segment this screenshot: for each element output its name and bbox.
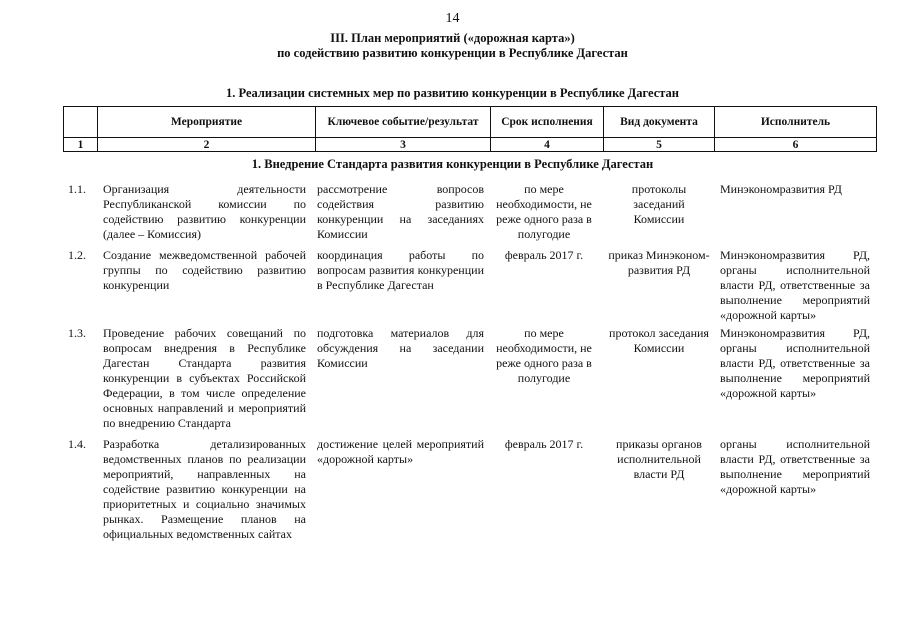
row-document: приказ Минэконом-развития РД <box>608 248 710 277</box>
col-header-executor: Исполнитель <box>715 107 877 138</box>
row-document: протоколы заседаний Комиссии <box>631 182 687 226</box>
row-document: приказы органов исполнительной власти РД <box>616 437 702 481</box>
col-number-1: 1 <box>64 138 98 152</box>
row-due: по мере необходимости, не реже одного раза в полугодие <box>496 326 592 385</box>
row-due: февраль 2017 г. <box>504 248 584 262</box>
row-executor: Минэкономразвития РД, органы исполнительной власти РД, ответственные за выполнение мероприятий «дорожной карты» <box>720 248 870 322</box>
row-executor: Минэкономразвития РД, органы исполнительной власти РД, ответственные за выполнение мероприятий «дорожной карты» <box>720 326 870 400</box>
col-number-3: 3 <box>316 138 491 152</box>
plan-table-header <box>63 106 877 152</box>
page-number: 14 <box>445 11 460 26</box>
row-executor: Минэкономразвития РД <box>720 182 842 196</box>
row-number: 1.4. <box>68 437 86 451</box>
row-document: протокол заседания Комиссии <box>609 326 709 355</box>
row-executor: органы исполнительной власти РД, ответственные за выполнение мероприятий «дорожной карты» <box>720 437 870 496</box>
col-header-document: Вид документа <box>604 107 715 138</box>
section-heading: 1. Внедрение Стандарта развития конкуренции в Республике Дагестан <box>251 157 654 171</box>
col-number-6: 6 <box>715 138 877 152</box>
row-number: 1.3. <box>68 326 86 340</box>
row-activity: Разработка детализированных ведомственных планов по реализации мероприятий, направленных на содействие развитию конкуренции на приоритетных и социально значимых рынках. Размещение планов на официальных ведомственных сайтах <box>103 437 306 541</box>
row-due: по мере необходимости, не реже одного раза в полугодие <box>496 182 592 241</box>
col-header-event: Ключевое событие/результат <box>316 107 491 138</box>
col-number-4: 4 <box>491 138 604 152</box>
row-event: подготовка материалов для обсуждения на заседании Комиссии <box>317 326 484 370</box>
row-number: 1.2. <box>68 248 86 262</box>
row-activity: Проведение рабочих совещаний по вопросам внедрения в Республике Дагестан Стандарта развития конкуренции в субъектах Российской Федерации, в том числе определение основных направлений и мероприятий по внедрению Стандарта <box>103 326 306 430</box>
col-header-activity: Мероприятие <box>98 107 316 138</box>
row-event: рассмотрение вопросов содействия развитию конкуренции на заседаниях Комиссии <box>317 182 484 241</box>
row-activity: Организация деятельности Республиканской комиссии по содействию развитию конкуренции (далее – Комиссия) <box>103 182 306 241</box>
section-subtitle: 1. Реализации системных мер по развитию конкуренции в Республике Дагестан <box>225 86 679 100</box>
title-line-1: III. План мероприятий («дорожная карта») <box>330 31 575 45</box>
col-header-index <box>64 107 98 138</box>
row-event: достижение целей мероприятий «дорожной карты» <box>317 437 484 466</box>
row-activity: Создание межведомственной рабочей группы по содействию развитию конкуренции <box>103 248 306 292</box>
page-title <box>0 31 905 61</box>
col-number-2: 2 <box>98 138 316 152</box>
col-header-due: Срок исполнения <box>491 107 604 138</box>
title-line-2: по содействию развитию конкуренции в Республике Дагестан <box>277 46 628 60</box>
row-due: февраль 2017 г. <box>504 437 584 451</box>
row-event: координация работы по вопросам развития конкуренции в Республике Дагестан <box>317 248 484 292</box>
col-number-5: 5 <box>604 138 715 152</box>
row-number: 1.1. <box>68 182 86 196</box>
